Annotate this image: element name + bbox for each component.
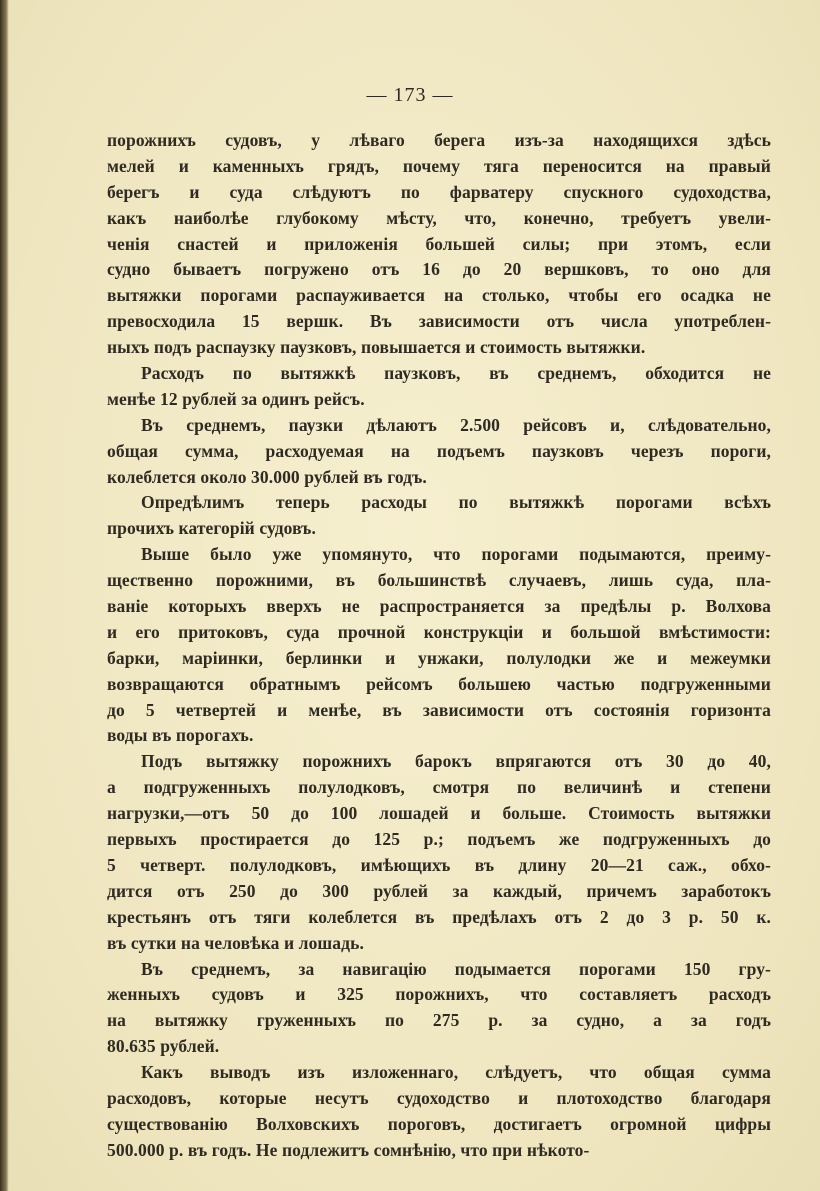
text-line: женныхъ судовъ и 325 порожнихъ, что составляетъ расходъ bbox=[107, 984, 771, 1005]
text-line: колеблется около 30.000 рублей въ годъ. bbox=[107, 466, 427, 487]
page-binding-edge bbox=[0, 0, 9, 1191]
text-line: судно бываетъ погружено отъ 16 до 20 вершковъ, то оно для bbox=[107, 259, 771, 280]
text-line: менѣе 12 рублей за одинъ рейсъ. bbox=[107, 388, 365, 409]
text-line: расходовъ, которые несутъ судоходство и плотоходство благодаря bbox=[107, 1087, 771, 1108]
text-line: Въ среднемъ, за навигацію подымается порогами 150 гру- bbox=[141, 958, 771, 979]
paragraph bbox=[107, 361, 771, 413]
text-line: превосходила 15 вершк. Въ зависимости отъ числа употреблен- bbox=[107, 311, 771, 332]
text-line: на вытяжку груженныхъ по 275 р. за судно, а за годъ bbox=[107, 1010, 771, 1031]
text-line: общая сумма, расходуемая на подъемъ паузковъ черезъ пороги, bbox=[107, 440, 771, 461]
text-line: ченія снастей и приложенія большей силы; при этомъ, если bbox=[107, 233, 771, 254]
text-line: въ сутки на человѣка и лошадь. bbox=[107, 932, 364, 953]
text-line: Выше было уже упомянуто, что порогами подымаются, преиму- bbox=[141, 544, 771, 565]
text-line: какъ наиболѣе глубокому мѣсту, что, конечно, требуетъ увели- bbox=[107, 207, 771, 228]
text-line: дится отъ 250 до 300 рублей за каждый, причемъ заработокъ bbox=[107, 880, 771, 901]
text-line: прочихъ категорій судовъ. bbox=[107, 518, 316, 539]
text-line: мелей и каменныхъ грядъ, почему тяга переносится на правый bbox=[107, 155, 771, 176]
paragraph bbox=[107, 128, 771, 361]
text-line: ныхъ подъ распаузку паузковъ, повышается и стоимость вытяжки. bbox=[107, 337, 646, 358]
text-line: вытяжки порогами распауживается на столько, чтобы его осадка не bbox=[107, 285, 771, 306]
text-line: первыхъ простирается до 125 р.; подъемъ же подгруженныхъ до bbox=[107, 829, 771, 850]
paragraph bbox=[107, 749, 771, 956]
text-line: существованію Волховскихъ пороговъ, достигаетъ огромной цифры bbox=[107, 1113, 771, 1134]
text-line: 5 четверт. полулодковъ, имѣющихъ въ длину 20—21 саж., обхо- bbox=[107, 854, 771, 875]
text-line: и его притоковъ, суда прочной конструкціи и большой вмѣстимости: bbox=[107, 621, 771, 642]
text-line: щественно порожними, въ большинствѣ случаевъ, лишь суда, пла- bbox=[107, 570, 771, 591]
text-line: возвращаются обратнымъ рейсомъ большею частью подгруженными bbox=[107, 673, 771, 694]
text-line: воды въ порогахъ. bbox=[107, 725, 254, 746]
text-line: берегъ и суда слѣдуютъ по фарватеру спускного судоходства, bbox=[107, 181, 771, 202]
paragraph bbox=[107, 957, 771, 1061]
text-line: Расходъ по вытяжкѣ паузковъ, въ среднемъ, обходится не bbox=[141, 363, 771, 384]
text-line: а подгруженныхъ полулодковъ, смотря по величинѣ и степени bbox=[107, 777, 771, 798]
paragraph bbox=[107, 413, 771, 491]
text-line: ваніе которыхъ вверхъ не распространяется за предѣлы р. Волхова bbox=[107, 596, 771, 617]
text-line: Подъ вытяжку порожнихъ барокъ впрягаются отъ 30 до 40, bbox=[141, 751, 771, 772]
text-line: порожнихъ судовъ, у лѣваго берега изъ-за находящихся здѣсь bbox=[107, 130, 771, 150]
text-line: Какъ выводъ изъ изложеннаго, слѣдуетъ, что общая сумма bbox=[141, 1062, 771, 1083]
paragraph bbox=[107, 490, 771, 542]
text-line: 500.000 р. въ годъ. Не подлежитъ сомнѣнію, что при нѣкото- bbox=[107, 1139, 590, 1160]
text-line: Въ среднемъ, паузки дѣлаютъ 2.500 рейсовъ и, слѣдовательно, bbox=[141, 414, 771, 435]
text-line: барки, маріинки, берлинки и унжаки, полулодки же и межеумки bbox=[107, 647, 771, 668]
text-line: крестьянъ отъ тяги колеблется въ предѣлахъ отъ 2 до 3 р. 50 к. bbox=[107, 906, 771, 927]
text-line: нагрузки,—отъ 50 до 100 лошадей и больше. Стоимость вытяжки bbox=[107, 803, 771, 824]
text-line: Опредѣлимъ теперь расходы по вытяжкѣ порогами всѣхъ bbox=[141, 492, 771, 513]
paragraph bbox=[107, 542, 771, 749]
paragraph bbox=[107, 1060, 771, 1164]
body-text bbox=[107, 128, 771, 1164]
page-number: — 173 — bbox=[366, 84, 454, 106]
text-line: 80.635 рублей. bbox=[107, 1036, 220, 1057]
text-line: до 5 четвертей и менѣе, въ зависимости отъ состоянія горизонта bbox=[107, 699, 771, 720]
